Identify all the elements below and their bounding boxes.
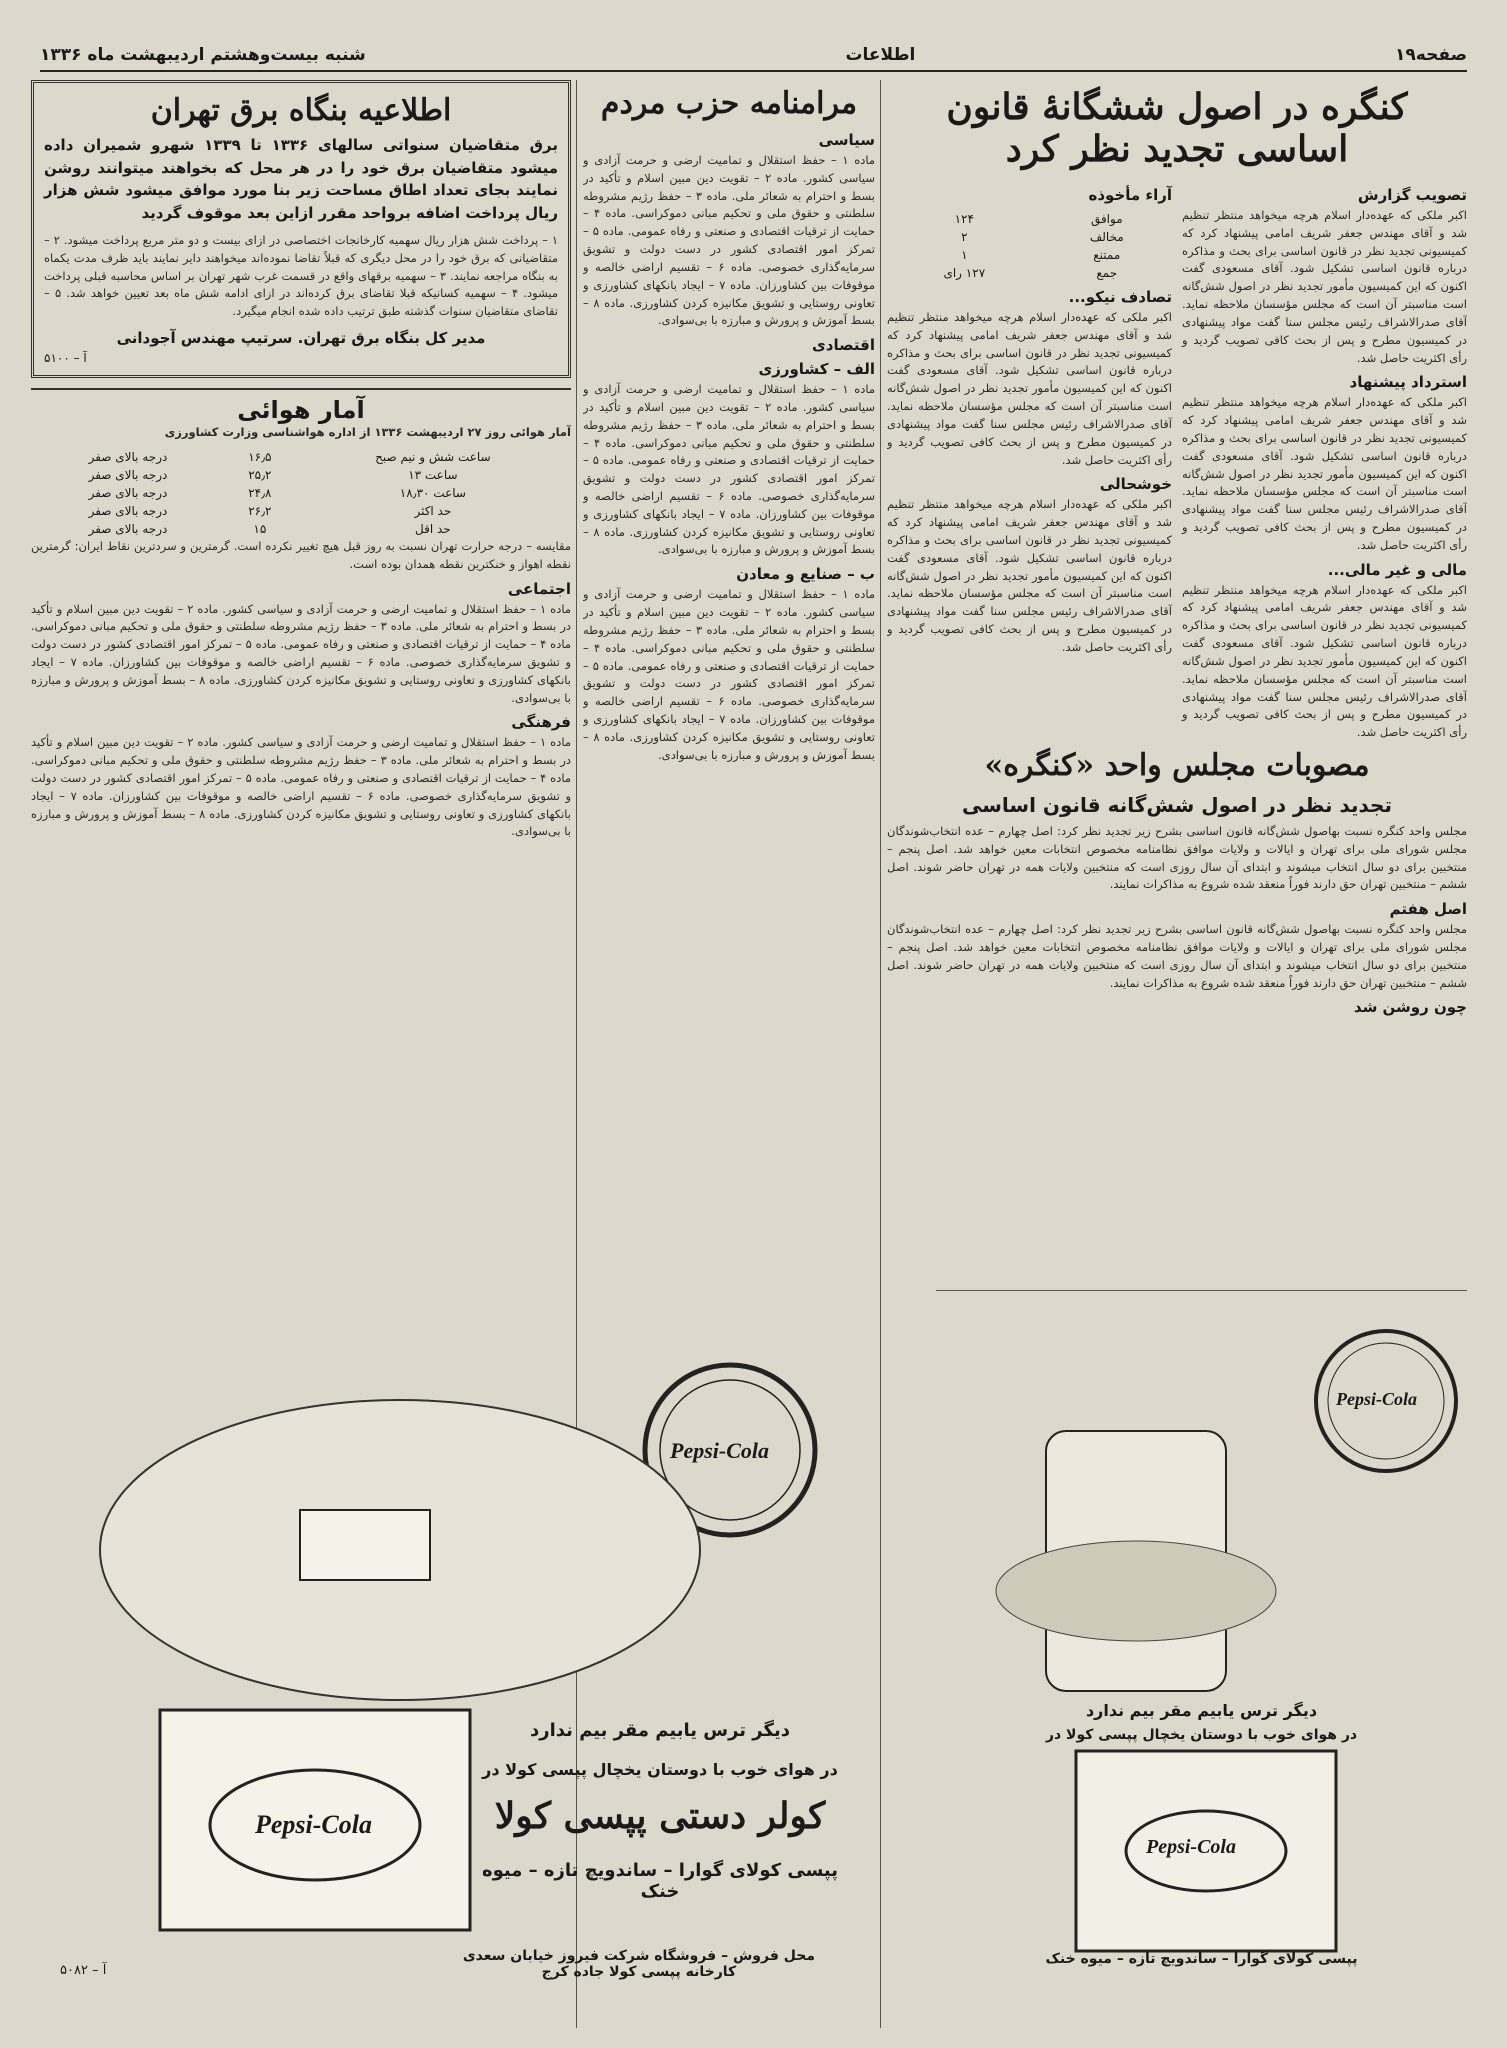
- article1-body: اکبر ملکی که عهده‌دار اسلام هرچه میخواهد منتظر تنظیم شد و آقای مهندس جعفر شریف امامی پیشنهاد کرد که کمیسیونی تجدید نظر در قانون اساسی برای بحث و مذاکره درباره قانون اساسی تشکیل شود. آقای مسعودی گفت اکنون که این کمیسیون مأمور تجدید نظر در اصول شش‌گانه است مناسبتر آن است که مجلس مؤسسان ملاحظه نماید. آقای صدرالاشراف رئیس مجلس سنا گفت مواد پیشنهادی در کمیسیون مطرح و پس از بحث کافی تصویب گردید و رأی اکثریت حاصل شد.: [1182, 395, 1467, 552]
- subhead: تصویب گزارش: [1357, 186, 1467, 204]
- table-row: مخالف ۲: [961, 230, 1124, 244]
- article3-body: ماده ۱ – حفظ استقلال و تمامیت ارضی و حرمت آزادی و سیاسی کشور. ماده ۲ – تقویت دین مبین اسلام و تأکید در بسط و احترام به شعائر ملی. ماده ۳ – حفظ رژیم مشروطه سلطنتی و حقوق ملی و تحکیم مبانی دموکراسی. ماده ۴ – حمایت از ترقیات اقتصادی و صنعتی و رفاه عمومی. ماده ۵ – تمرکز امور اقتصادی کشور در دست دولت و تشویق سرمایه‌گذاری خصوصی. ماده ۶ – تقسیم اراضی خالصه و موقوفات بین کشاورزان. ماده ۷ – ایجاد بانکهای کشاورزی و تعاونی روستایی و تشویق مکانیزه کردن کشاورزی. ماده ۸ – بسط آموزش و پرورش و مبارزه با بی‌سوادی.: [31, 601, 571, 705]
- ad-line3: پپسی کولای گوارا – ساندویچ تازه – میوه خنک: [481, 1860, 839, 1902]
- vote-table: [887, 210, 1172, 282]
- section-heading: فرهنگی: [511, 713, 571, 732]
- subhead: تصادف نیکو...: [1068, 288, 1172, 306]
- ad-footer-line2: کارخانه پپسی کولا جاده کرج: [541, 1964, 737, 1980]
- article3-body: ماده ۱ – حفظ استقلال و تمامیت ارضی و حرمت آزادی و سیاسی کشور. ماده ۲ – تقویت دین مبین اسلام و تأکید در بسط و احترام به شعائر ملی. ماده ۳ – حفظ رژیم مشروطه سلطنتی و حقوق ملی و تحکیم مبانی دموکراسی. ماده ۴ – حمایت از ترقیات اقتصادی و صنعتی و رفاه عمومی. ماده ۵ – تمرکز امور اقتصادی کشور در دست دولت و تشویق سرمایه‌گذاری خصوصی. ماده ۶ – تقسیم اراضی خالصه و موقوفات بین کشاورزان. ماده ۷ – ایجاد بانکهای کشاورزی و تعاونی روستایی و تشویق مکانیزه کردن کشاورزی. ماده ۸ – بسط آموزش و پرورش و مبارزه با بی‌سوادی.: [583, 587, 875, 762]
- table-row: ساعت ۱۳ ۲۵٫۲ درجه بالای صفر: [88, 467, 458, 482]
- ad-brand-cap: Pepsi-Cola: [1336, 1389, 1417, 1409]
- notice-title: اطلاعیه بنگاه برق تهران: [150, 93, 452, 128]
- table-row: ممتنع ۱: [961, 248, 1121, 262]
- table-row: موافق ۱۲۴: [954, 212, 1123, 226]
- article1-body: اکبر ملکی که عهده‌دار اسلام هرچه میخواهد منتظر تنظیم شد و آقای مهندس جعفر شریف امامی پیشنهاد کرد که کمیسیونی تجدید نظر در قانون اساسی برای بحث و مذاکره درباره قانون اساسی تشکیل شود. آقای مسعودی گفت اکنون که این کمیسیون مأمور تجدید نظر در اصول شش‌گانه است مناسبتر آن است که مجلس مؤسسان ملاحظه نماید. آقای صدرالاشراف رئیس مجلس سنا گفت مواد پیشنهادی در کمیسیون مطرح و پس از بحث کافی تصویب گردید و رأی اکثریت حاصل شد.: [1182, 208, 1467, 365]
- page-number: صفحه۱۹: [1395, 45, 1467, 65]
- article2-body: مجلس واحد کنگره نسبت بهاصول شش‌گانه قانون اساسی بشرح زیر تجدید نظر کرد: اصل چهارم – عده انتخاب‌شوندگان مجلس شورای ملی برای تهران و ایالات و ولایات موافق نظامنامه مخصوص انتخابات معین خواهد شد. اصل پنجم – منتخبین برای دو سال انتخاب میشوند و ابتدای آن سال روزی است که منتخبین ولایات همه در تهران حاضر شوند. اصل ششم – منتخبین تهران حق دارند فوراً منعقد شده شروع به مذاکرات نمایند.: [887, 922, 1467, 990]
- issue-date: شنبه بیست‌وهشتم اردیبهشت ماه ۱۳۳۶: [40, 45, 366, 65]
- table-row: حد اقل ۱۵ درجه بالای صفر: [88, 521, 451, 536]
- masthead: [40, 40, 1467, 72]
- ad-brand-cap: Pepsi-Cola: [670, 1438, 769, 1463]
- subhead: خوشحالی: [1099, 475, 1172, 494]
- notice-clauses: ۱ – پرداخت شش هزار ریال سهمیه کارخانجات اختصاصی در ازای بیست و دو متر مربع پرداخت میشود. ۲ – متقاضیانی که برق خود را در محل دیگری که قبلاً تقاضا نموده‌اند میخواهند دایر نمایند باید ظرف مدت یکماه به بنگاه مراجعه نمایند. ۳ – سهمیه برقهای واقع در قسمت غرب شهر تهران بر اساس محاسبه قبلی پرداخت میشود. ۴ – سهمیه کسانیکه قبلا تقاضای برق کرده‌اند در ازای ادامه شش ماه بعد تعیین خواهد شد. ۵ – تقاضای متقاضیان سنوات گذشته طبق ترتیب داده شده انجام میگیرد.: [44, 233, 559, 319]
- pepsi-ad-main: [40, 1290, 875, 1990]
- article3-title: مرامنامه حزب مردم: [600, 86, 858, 121]
- ad-footer: [463, 1948, 815, 1980]
- article3-body: ماده ۱ – حفظ استقلال و تمامیت ارضی و حرمت آزادی و سیاسی کشور. ماده ۲ – تقویت دین مبین اسلام و تأکید در بسط و احترام به شعائر ملی. ماده ۳ – حفظ رژیم مشروطه سلطنتی و حقوق ملی و تحکیم مبانی دموکراسی. ماده ۴ – حمایت از ترقیات اقتصادی و صنعتی و رفاه عمومی. ماده ۵ – تمرکز امور اقتصادی کشور در دست دولت و تشویق سرمایه‌گذاری خصوصی. ماده ۶ – تقسیم اراضی خالصه و موقوفات بین کشاورزان. ماده ۷ – ایجاد بانکهای کشاورزی و تعاونی روستایی و تشویق مکانیزه کردن کشاورزی. ماده ۸ – بسط آموزش و پرورش و مبارزه با بی‌سوادی.: [583, 382, 875, 557]
- article3-body: ماده ۱ – حفظ استقلال و تمامیت ارضی و حرمت آزادی و سیاسی کشور. ماده ۲ – تقویت دین مبین اسلام و تأکید در بسط و احترام به شعائر ملی. ماده ۳ – حفظ رژیم مشروطه سلطنتی و حقوق ملی و تحکیم مبانی دموکراسی. ماده ۴ – حمایت از ترقیات اقتصادی و صنعتی و رفاه عمومی. ماده ۵ – تمرکز امور اقتصادی کشور در دست دولت و تشویق سرمایه‌گذاری خصوصی. ماده ۶ – تقسیم اراضی خالصه و موقوفات بین کشاورزان. ماده ۷ – ایجاد بانکهای کشاورزی و تعاونی روستایی و تشویق مکانیزه کردن کشاورزی. ماده ۸ – بسط آموزش و پرورش و مبارزه با بی‌سوادی.: [31, 735, 571, 839]
- ad-headline: دیگر ترس یابیم مقر بیم ندارد: [1085, 1701, 1318, 1720]
- subhead: مالی و غیر مالی...: [1327, 560, 1467, 579]
- article2-title: مصوبات مجلس واحد «کنگره»: [984, 747, 1370, 783]
- article2-subtitle: تجدید نظر در اصول شش‌گانه قانون اساسی: [962, 792, 1392, 817]
- section-heading: اقتصادی: [812, 336, 875, 355]
- article1-body: اکبر ملکی که عهده‌دار اسلام هرچه میخواهد منتظر تنظیم شد و آقای مهندس جعفر شریف امامی پیشنهاد کرد که کمیسیونی تجدید نظر در قانون اساسی برای بحث و مذاکره درباره قانون اساسی تشکیل شود. آقای مسعودی گفت اکنون که این کمیسیون مأمور تجدید نظر در اصول شش‌گانه است مناسبتر آن است که مجلس مؤسسان ملاحظه نماید. آقای صدرالاشراف رئیس مجلس سنا گفت مواد پیشنهادی در کمیسیون مطرح و پس از بحث کافی تصویب گردید و رأی اکثریت حاصل شد.: [887, 310, 1172, 467]
- section-heading: الف – کشاورزی: [758, 360, 875, 379]
- article1-title: کنگره در اصول ششگانهٔ قانون اساسی تجدید نظر کرد: [946, 86, 1408, 170]
- weather-title: آمار هوائی: [31, 388, 571, 424]
- article1-body: اکبر ملکی که عهده‌دار اسلام هرچه میخواهد منتظر تنظیم شد و آقای مهندس جعفر شریف امامی پیشنهاد کرد که کمیسیونی تجدید نظر در قانون اساسی برای بحث و مذاکره درباره قانون اساسی تشکیل شود. آقای مسعودی گفت اکنون که این کمیسیون مأمور تجدید نظر در اصول شش‌گانه است مناسبتر آن است که مجلس مؤسسان ملاحظه نماید. آقای صدرالاشراف رئیس مجلس سنا گفت مواد پیشنهادی در کمیسیون مطرح و پس از بحث کافی تصویب گردید و رأی اکثریت حاصل شد.: [1182, 582, 1467, 740]
- ad-line2: در هوای خوب با دوستان یخچال پپسی کولا در: [482, 1760, 838, 1779]
- section-heading: ب – صنایع و معادن: [736, 565, 875, 584]
- ad-code: آ – ۵۰۸۲: [60, 1963, 107, 1978]
- table-row: حد اکثر ۲۶٫۲ درجه بالای صفر: [88, 503, 452, 518]
- article3-body: ماده ۱ – حفظ استقلال و تمامیت ارضی و حرمت آزادی و سیاسی کشور. ماده ۲ – تقویت دین مبین اسلام و تأکید در بسط و احترام به شعائر ملی. ماده ۳ – حفظ رژیم مشروطه سلطنتی و حقوق ملی و تحکیم مبانی دموکراسی. ماده ۴ – حمایت از ترقیات اقتصادی و صنعتی و رفاه عمومی. ماده ۵ – تمرکز امور اقتصادی کشور در دست دولت و تشویق سرمایه‌گذاری خصوصی. ماده ۶ – تقسیم اراضی خالصه و موقوفات بین کشاورزان. ماده ۷ – ایجاد بانکهای کشاورزی و تعاونی روستایی و تشویق مکانیزه کردن کشاورزی. ماده ۸ – بسط آموزش و پرورش و مبارزه با بی‌سوادی.: [583, 153, 875, 328]
- newspaper-name: اطلاعات: [845, 45, 916, 65]
- column-divider: [880, 80, 881, 2028]
- subhead: استرداد پیشنهاد: [1349, 373, 1467, 392]
- ad-footer-line1: محل فروش – فروشگاه شرکت فیروز خیابان سعدی: [462, 1948, 815, 1964]
- article1-body: اکبر ملکی که عهده‌دار اسلام هرچه میخواهد منتظر تنظیم شد و آقای مهندس جعفر شریف امامی پیشنهاد کرد که کمیسیونی تجدید نظر در قانون اساسی برای بحث و مذاکره درباره قانون اساسی تشکیل شود. آقای مسعودی گفت اکنون که این کمیسیون مأمور تجدید نظر در اصول شش‌گانه است مناسبتر آن است که مجلس مؤسسان ملاحظه نماید. آقای صدرالاشراف رئیس مجلس سنا گفت مواد پیشنهادی در کمیسیون مطرح و پس از بحث کافی تصویب گردید و رأی اکثریت حاصل شد.: [887, 497, 1172, 654]
- notice-code: آ – ۵۱۰۰: [44, 351, 87, 366]
- subhead: چون روشن شد: [1353, 998, 1467, 1017]
- section-heading: سیاسی: [818, 131, 875, 149]
- ad-brand-cooler: Pepsi-Cola: [1146, 1836, 1236, 1858]
- article2-item: اصل هفتم: [1389, 900, 1467, 919]
- weather-table: [31, 448, 571, 538]
- weather-body: مقایسه – درجه حرارت تهران نسبت به روز قبل هیچ تغییر نکرده است. گرمترین و سردترین نقاط ایران: گرمترین نقطه اهواز و خنکترین نقطه همدان بوده است.: [31, 538, 571, 571]
- vote-title: آراء مأخوذه: [1088, 186, 1172, 204]
- article2-body: مجلس واحد کنگره نسبت بهاصول شش‌گانه قانون اساسی بشرح زیر تجدید نظر کرد: اصل چهارم – عده انتخاب‌شوندگان مجلس شورای ملی برای تهران و ایالات و ولایات موافق نظامنامه مخصوص انتخابات معین خواهد شد. اصل پنجم – منتخبین برای دو سال انتخاب میشوند و ابتدای آن سال روزی است که منتخبین ولایات همه در تهران حاضر شوند. اصل ششم – منتخبین تهران حق دارند فوراً منعقد شده شروع به مذاکرات نمایند.: [887, 823, 1467, 892]
- table-row: جمع ۱۲۷ رای: [943, 266, 1118, 280]
- table-row: ساعت شش و نیم صبح ۱۶٫۵ درجه بالای صفر: [88, 449, 491, 464]
- weather-intro: آمار هوائی روز ۲۷ اردیبهشت ۱۳۳۶ از اداره هواشناسی وزارت کشاورزی: [164, 425, 571, 440]
- ad-line2: در هوای خوب با دوستان یخچال پپسی کولا در: [1045, 1727, 1358, 1743]
- ad-product: کولر دستی پپسی کولا: [494, 1795, 826, 1837]
- ad-brand-cooler: Pepsi-Cola: [255, 1810, 372, 1839]
- electric-notice-box: [31, 80, 571, 378]
- ad-headline: دیگر ترس یابیم مقر بیم ندارد: [530, 1720, 790, 1741]
- notice-body: برق متقاضیان سنواتی سالهای ۱۳۳۶ تا ۱۳۳۹ شهرو شمیران داده میشود متقاضیان برق خود را در هر محل که بخواهند میتوانند روشن نمایند بجای تعداد اطاق مساحت زیر بنا مورد موافق میشود شش هزار ریال پرداخت اضافه برواحد مقرر ازاین بعد موقوف گردید: [44, 136, 559, 222]
- pepsi-ad: [936, 1290, 1467, 1991]
- notice-signature: مدیر کل بنگاه برق تهران. سرتیپ مهندس آجودانی: [116, 329, 486, 348]
- ad-line3: پپسی کولای گوارا – ساندویچ تازه – میوه خنک: [1045, 1951, 1358, 1967]
- table-row: ساعت ۱۸٫۳۰ ۲۴٫۸ درجه بالای صفر: [88, 485, 466, 500]
- section-heading: اجتماعی: [507, 579, 571, 598]
